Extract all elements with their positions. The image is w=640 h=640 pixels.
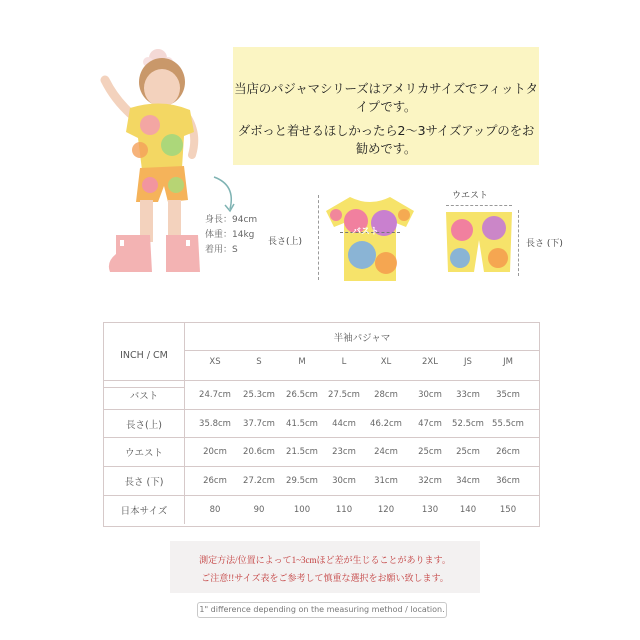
table-cell: 110 bbox=[335, 505, 353, 515]
table-cell: 24.7cm bbox=[199, 390, 231, 400]
row-label-japan-size: 日本サイズ bbox=[104, 496, 185, 524]
table-cell: 37.7cm bbox=[243, 419, 275, 429]
tie-dye-shorts-illustration bbox=[444, 210, 514, 276]
notice-line-2: ダボっと着せるほしかったら2〜3サイズアップのをお勧めです。 bbox=[237, 123, 535, 156]
table-cell: 23cm bbox=[332, 447, 356, 457]
table-cell: 29.5cm bbox=[286, 476, 318, 486]
size-table bbox=[103, 322, 540, 527]
table-cell: 25cm bbox=[456, 447, 480, 457]
table-group-header: 半袖パジャマ bbox=[185, 323, 539, 351]
table-cell: 35.8cm bbox=[199, 419, 231, 429]
size-header-xl: XL bbox=[380, 357, 392, 367]
table-cell: 140 bbox=[459, 505, 477, 515]
table-cell: 90 bbox=[253, 505, 265, 515]
size-header-2xl: 2XL bbox=[422, 357, 438, 367]
notice-line-1: 当店のパジャマシリーズはアメリカサイズでフィットタイプです。 bbox=[234, 81, 538, 114]
table-cell: 27.5cm bbox=[328, 390, 360, 400]
bottom-length-dim-line bbox=[518, 210, 519, 276]
fit-notice bbox=[233, 47, 539, 165]
waist-label: ウエスト bbox=[452, 191, 489, 201]
size-header-jm: JM bbox=[503, 357, 513, 367]
table-cell: 120 bbox=[377, 505, 395, 515]
size-header-s: S bbox=[256, 357, 262, 367]
table-cell: 26cm bbox=[203, 476, 227, 486]
english-measure-note: 1" difference depending on the measuring method / location. bbox=[197, 602, 447, 618]
warning-line-2: ご注意!!サイズ表をご参考して慎重な選択をお願い致します。 bbox=[201, 573, 449, 583]
row-label-top-length: 長さ(上) bbox=[104, 410, 185, 438]
measurement-warning bbox=[170, 541, 480, 593]
table-cell: 41.5cm bbox=[286, 419, 318, 429]
warning-line-1: 測定方法/位置によって1~3cmほど差が生じることがあります。 bbox=[199, 555, 451, 565]
tie-dye-top-illustration bbox=[322, 193, 418, 285]
bust-label: バスト bbox=[352, 227, 380, 237]
waist-dim-line bbox=[446, 205, 512, 206]
table-cell: 44cm bbox=[332, 419, 356, 429]
table-cell: 26.5cm bbox=[286, 390, 318, 400]
model-height: 身長：94cm bbox=[205, 215, 258, 225]
table-cell: 100 bbox=[293, 505, 311, 515]
table-cell: 33cm bbox=[456, 390, 480, 400]
top-length-label: 長さ(上) bbox=[268, 237, 303, 247]
table-cell: 20.6cm bbox=[243, 447, 275, 457]
row-label-bottom-length: 長さ (下) bbox=[104, 467, 185, 495]
table-cell: 27.2cm bbox=[243, 476, 275, 486]
model-size: 着用：S bbox=[205, 245, 238, 255]
row-label-bust: バスト bbox=[104, 381, 185, 409]
table-cell: 32cm bbox=[418, 476, 442, 486]
table-cell: 25cm bbox=[418, 447, 442, 457]
model-info bbox=[205, 213, 257, 258]
table-cell: 30cm bbox=[418, 390, 442, 400]
table-cell: 35cm bbox=[496, 390, 520, 400]
child-model-illustration bbox=[80, 40, 210, 290]
table-cell: 30cm bbox=[332, 476, 356, 486]
table-corner-label: INCH / CM bbox=[104, 323, 185, 388]
curved-arrow-icon bbox=[210, 175, 240, 215]
table-cell: 26cm bbox=[496, 447, 520, 457]
table-cell: 80 bbox=[209, 505, 221, 515]
table-cell: 28cm bbox=[374, 390, 398, 400]
model-weight: 体重：14kg bbox=[205, 230, 255, 240]
table-cell: 31cm bbox=[374, 476, 398, 486]
table-cell: 46.2cm bbox=[370, 419, 402, 429]
size-header-m: M bbox=[298, 357, 306, 367]
size-header-xs: XS bbox=[209, 357, 221, 367]
table-cell: 21.5cm bbox=[286, 447, 318, 457]
table-cell: 47cm bbox=[418, 419, 442, 429]
table-cell: 52.5cm bbox=[452, 419, 484, 429]
table-cell: 150 bbox=[499, 505, 517, 515]
table-cell: 20cm bbox=[203, 447, 227, 457]
bottom-length-label: 長さ (下) bbox=[526, 239, 563, 249]
table-cell: 34cm bbox=[456, 476, 480, 486]
top-length-dim-line bbox=[318, 195, 319, 280]
row-label-waist: ウエスト bbox=[104, 438, 185, 466]
size-header-js: JS bbox=[464, 357, 472, 367]
table-cell: 25.3cm bbox=[243, 390, 275, 400]
table-cell: 130 bbox=[421, 505, 439, 515]
size-header-l: L bbox=[341, 357, 347, 367]
table-cell: 24cm bbox=[374, 447, 398, 457]
table-cell: 55.5cm bbox=[492, 419, 524, 429]
table-cell: 36cm bbox=[496, 476, 520, 486]
